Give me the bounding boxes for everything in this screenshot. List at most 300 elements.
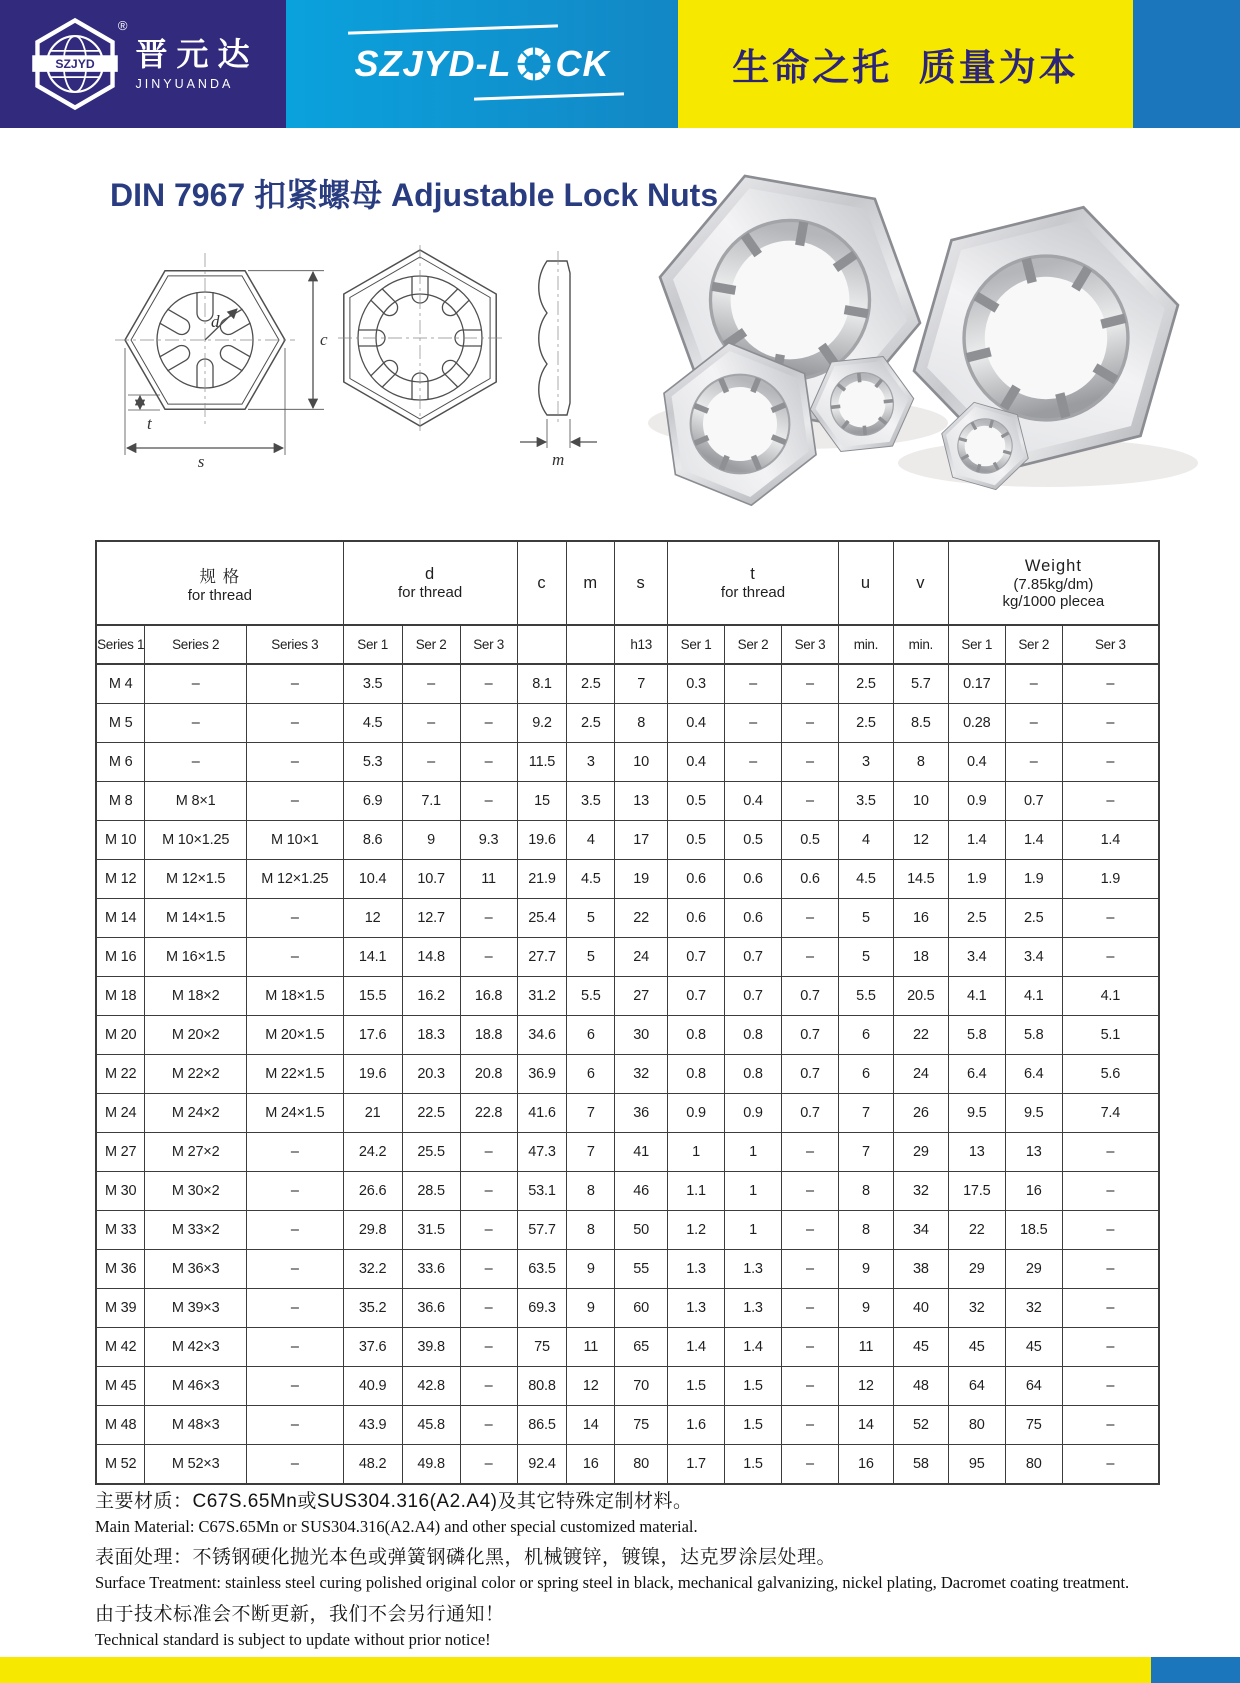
spec-value-cell: 6 [567,1016,615,1055]
spec-value-cell: 5.6 [1062,1055,1159,1094]
spec-value-cell: – [247,1250,344,1289]
thread-size-cell: M 14 [96,899,145,938]
spec-value-cell: – [145,743,247,782]
thread-size-cell: M 8 [96,782,145,821]
spec-value-cell: 12.7 [402,899,460,938]
spec-value-cell: 0.6 [725,899,782,938]
spec-value-cell: 9 [838,1250,893,1289]
spec-value-cell: 2.5 [838,704,893,743]
note-disclaimer [95,1599,1195,1650]
spec-value-cell: – [1005,743,1062,782]
spec-value-cell: 11.5 [517,743,567,782]
thread-size-cell: M 45 [96,1367,145,1406]
spec-value-cell: – [402,743,460,782]
column-subheader: Series 3 [247,625,344,664]
spec-value-cell: 6.4 [1005,1055,1062,1094]
spec-value-cell: M 52×3 [145,1445,247,1485]
spec-value-cell: 36 [615,1094,668,1133]
brand-name-cn: 晋元达 [135,35,259,72]
bottom-corner-block [1151,1657,1240,1683]
lock-nut-image [886,191,1207,485]
spec-value-cell: 1.9 [948,860,1005,899]
spec-value-cell: – [781,743,838,782]
spec-value-cell: – [1062,1250,1159,1289]
spec-value-cell: 22 [615,899,668,938]
spec-value-cell: 45 [893,1328,948,1367]
spec-value-cell: 22.5 [402,1094,460,1133]
spec-value-cell: – [781,1211,838,1250]
spec-value-cell: 6.4 [948,1055,1005,1094]
spec-value-cell: M 20×2 [145,1016,247,1055]
spec-value-cell: 0.7 [781,1016,838,1055]
spec-value-cell: 8.6 [343,821,402,860]
spec-value-cell: 17 [615,821,668,860]
spec-value-cell: 0.7 [668,977,725,1016]
spec-value-cell: 8 [893,743,948,782]
spec-value-cell: 11 [460,860,517,899]
spec-value-cell: 46 [615,1172,668,1211]
spec-value-cell: 9 [567,1289,615,1328]
spec-value-cell: 60 [615,1289,668,1328]
spec-value-cell: 36.6 [402,1289,460,1328]
spec-value-cell: – [781,1133,838,1172]
spec-value-cell: 9.5 [948,1094,1005,1133]
spec-value-cell: 5 [838,938,893,977]
spec-value-cell: – [460,782,517,821]
spec-value-cell: 1.1 [668,1172,725,1211]
spec-value-cell: 8 [838,1172,893,1211]
spec-value-cell: 5.5 [838,977,893,1016]
page-title: DIN 7967 扣紧螺母 Adjustable Lock Nuts [110,177,719,213]
spec-value-cell: 15.5 [343,977,402,1016]
spec-value-cell: 0.8 [725,1016,782,1055]
spec-value-cell: 0.8 [668,1055,725,1094]
spec-value-cell: – [247,782,344,821]
note-surface-cn: 表面处理：不锈钢硬化抛光本色或弹簧钢磷化黑，机械镀锌，镀镍，达克罗涂层处理。 [95,1547,837,1568]
spec-value-cell: 1.3 [668,1250,725,1289]
spec-value-cell: 14 [838,1406,893,1445]
spec-value-cell: 4.1 [948,977,1005,1016]
spec-value-cell: 0.6 [668,860,725,899]
spec-value-cell: 2.5 [567,704,615,743]
brand-names [135,37,258,91]
spec-value-cell: 10 [615,743,668,782]
spec-value-cell: 6.9 [343,782,402,821]
spec-value-cell: – [1062,704,1159,743]
spec-value-cell: – [247,1172,344,1211]
column-subheader [567,625,615,664]
bottom-accent-bar [0,1657,1240,1683]
spec-value-cell: 53.1 [517,1172,567,1211]
dim-label-d: d [211,312,220,331]
spec-value-cell: M 12×1.5 [145,860,247,899]
thread-size-cell: M 36 [96,1250,145,1289]
column-subheader: min. [838,625,893,664]
spec-value-cell: 4.1 [1005,977,1062,1016]
spec-value-cell: 5 [838,899,893,938]
spec-value-cell: 32 [948,1289,1005,1328]
column-group-header: v [893,541,948,625]
side-view-drawing [520,251,597,448]
table-row [96,1094,1159,1133]
spec-value-cell: 1.5 [725,1445,782,1485]
spec-value-cell: – [781,1328,838,1367]
spec-value-cell: 32.2 [343,1250,402,1289]
column-group-header: t for thread [668,541,839,625]
technical-drawing [100,243,620,505]
spec-value-cell: 1.7 [668,1445,725,1485]
spec-value-cell: M 30×2 [145,1172,247,1211]
spec-value-cell: 65 [615,1328,668,1367]
spec-value-cell: – [460,1289,517,1328]
spec-value-cell: 18.5 [1005,1211,1062,1250]
spec-value-cell: – [725,704,782,743]
spec-value-cell: 5 [567,899,615,938]
table-row [96,1328,1159,1367]
column-group-header: s [615,541,668,625]
spec-value-cell: 0.4 [948,743,1005,782]
spec-value-cell: 18.8 [460,1016,517,1055]
spec-value-cell: 0.3 [668,664,725,704]
spec-value-cell: 20.5 [893,977,948,1016]
spec-value-cell: 3.5 [343,664,402,704]
spec-value-cell: 0.6 [668,899,725,938]
spec-value-cell: 40.9 [343,1367,402,1406]
spec-value-cell: 8.5 [893,704,948,743]
spec-value-cell: 1.5 [725,1406,782,1445]
spec-value-cell: 0.7 [668,938,725,977]
spec-value-cell: 9.5 [1005,1094,1062,1133]
table-row [96,782,1159,821]
spec-value-cell: 1.3 [668,1289,725,1328]
spec-value-cell: 2.5 [567,664,615,704]
spec-value-cell: 1.4 [948,821,1005,860]
spec-value-cell: – [460,1367,517,1406]
spec-value-cell: 2.5 [838,664,893,704]
spec-value-cell: – [1062,1133,1159,1172]
spec-value-cell: 6 [838,1055,893,1094]
thread-size-cell: M 33 [96,1211,145,1250]
spec-value-cell: – [247,938,344,977]
spec-value-cell: – [781,782,838,821]
spec-value-cell: 14.1 [343,938,402,977]
spec-value-cell: 14.5 [893,860,948,899]
spec-value-cell: M 27×2 [145,1133,247,1172]
spec-value-cell: 80.8 [517,1367,567,1406]
spec-value-cell: 12 [893,821,948,860]
spec-value-cell: – [460,1172,517,1211]
column-subheader: Ser 2 [725,625,782,664]
thread-size-cell: M 18 [96,977,145,1016]
spec-value-cell: 34 [893,1211,948,1250]
spec-value-cell: M 18×1.5 [247,977,344,1016]
note-surface-treatment [95,1542,1195,1593]
spec-value-cell: 22.8 [460,1094,517,1133]
column-subheader: Series 2 [145,625,247,664]
column-subheader: Ser 1 [343,625,402,664]
thread-size-cell: M 30 [96,1172,145,1211]
spec-value-cell: 48.2 [343,1445,402,1485]
spec-value-cell: 1 [725,1133,782,1172]
spec-value-cell: 1.4 [1062,821,1159,860]
spec-value-cell: 7.4 [1062,1094,1159,1133]
column-subheader: min. [893,625,948,664]
spec-value-cell: 0.6 [781,860,838,899]
spec-value-cell: 1.6 [668,1406,725,1445]
spec-value-cell: 41.6 [517,1094,567,1133]
spec-value-cell: – [1062,1367,1159,1406]
lock-logo-prefix: SZJYD-L [354,43,512,84]
spec-value-cell: 64 [1005,1367,1062,1406]
slogan-banner [678,0,1133,128]
header-lock-logo-block [286,0,678,128]
table-row [96,664,1159,704]
thread-size-cell: M 10 [96,821,145,860]
spec-value-cell: 0.5 [781,821,838,860]
spec-value-cell: – [247,1406,344,1445]
spec-value-cell: – [145,704,247,743]
spec-value-cell: – [247,1211,344,1250]
spec-value-cell: 1.9 [1062,860,1159,899]
dim-label-t: t [147,414,152,433]
spec-value-cell: 41 [615,1133,668,1172]
spec-value-cell: – [1062,743,1159,782]
spec-value-cell: 1.2 [668,1211,725,1250]
spec-value-cell: – [1062,899,1159,938]
spec-value-cell: 11 [838,1328,893,1367]
spec-value-cell: 0.5 [668,782,725,821]
spec-value-cell: 13 [1005,1133,1062,1172]
spec-value-cell: 5 [567,938,615,977]
spec-value-cell: 36.9 [517,1055,567,1094]
spec-value-cell: 9 [838,1289,893,1328]
spec-value-cell: – [460,743,517,782]
dim-label-s: s [197,452,205,471]
spec-value-cell: 4.5 [343,704,402,743]
spec-value-cell: 10 [893,782,948,821]
spec-value-cell: 29 [1005,1250,1062,1289]
table-row [96,1211,1159,1250]
spec-value-cell: M 10×1 [247,821,344,860]
spec-value-cell: M 22×1.5 [247,1055,344,1094]
header-corner-block [1133,0,1240,128]
table-row [96,1250,1159,1289]
spec-value-cell: 19.6 [517,821,567,860]
spec-value-cell: 0.9 [668,1094,725,1133]
spec-value-cell: 3 [567,743,615,782]
spec-value-cell: 5.3 [343,743,402,782]
column-subheader: Ser 2 [402,625,460,664]
spec-value-cell: – [781,664,838,704]
lock-nut-ring-icon [513,43,555,85]
spec-value-cell: – [781,1250,838,1289]
spec-value-cell: 6 [838,1016,893,1055]
spec-value-cell: 14 [567,1406,615,1445]
thread-size-cell: M 6 [96,743,145,782]
spec-value-cell: 16.8 [460,977,517,1016]
spec-value-cell: 1.4 [725,1328,782,1367]
spec-value-cell: 3.4 [1005,938,1062,977]
note-material [95,1486,1195,1537]
spec-value-cell: – [781,1172,838,1211]
spec-value-cell: 7 [567,1133,615,1172]
spec-value-cell: 63.5 [517,1250,567,1289]
spec-value-cell: 20.8 [460,1055,517,1094]
spec-value-cell: 31.5 [402,1211,460,1250]
column-subheader: Ser 3 [460,625,517,664]
spec-value-cell: M 24×2 [145,1094,247,1133]
spec-value-cell: 8 [567,1211,615,1250]
spec-value-cell: 7 [838,1133,893,1172]
spec-value-cell: 16 [893,899,948,938]
spec-value-cell: – [1005,704,1062,743]
spec-value-cell: 43.9 [343,1406,402,1445]
spec-value-cell: – [247,743,344,782]
spec-value-cell: 9.2 [517,704,567,743]
spec-value-cell: 38 [893,1250,948,1289]
spec-value-cell: 37.6 [343,1328,402,1367]
spec-value-cell: 25.4 [517,899,567,938]
spec-value-cell: 11 [567,1328,615,1367]
spec-value-cell: 2.5 [948,899,1005,938]
spec-value-cell: 29 [893,1133,948,1172]
spec-value-cell: 0.4 [725,782,782,821]
spec-value-cell: M 46×3 [145,1367,247,1406]
spec-value-cell: 5.7 [893,664,948,704]
spec-value-cell: 0.5 [725,821,782,860]
spec-value-cell: M 42×3 [145,1328,247,1367]
spec-value-cell: – [247,1289,344,1328]
spec-value-cell: 0.7 [1005,782,1062,821]
table-row [96,1016,1159,1055]
spec-value-cell: 17.5 [948,1172,1005,1211]
spec-value-cell: 39.8 [402,1328,460,1367]
column-subheader: Ser 2 [1005,625,1062,664]
spec-value-cell: – [460,664,517,704]
table-row [96,1406,1159,1445]
spec-value-cell: 18 [893,938,948,977]
spec-value-cell: – [781,938,838,977]
spec-value-cell: – [1005,664,1062,704]
spec-value-cell: 1 [668,1133,725,1172]
spec-value-cell: 31.2 [517,977,567,1016]
spec-value-cell: M 18×2 [145,977,247,1016]
table-row [96,743,1159,782]
spec-value-cell: 80 [1005,1445,1062,1485]
table-row [96,1289,1159,1328]
spec-value-cell: M 48×3 [145,1406,247,1445]
spec-value-cell: 32 [893,1172,948,1211]
rotated-view-drawing [338,245,502,431]
column-group-header: Weight (7.85kg/dm) kg/1000 plecea [948,541,1159,625]
spec-value-cell: 64 [948,1367,1005,1406]
table-row [96,977,1159,1016]
spec-value-cell: 2.5 [1005,899,1062,938]
spec-value-cell: 4.1 [1062,977,1159,1016]
spec-value-cell: 25.5 [402,1133,460,1172]
spec-value-cell: M 14×1.5 [145,899,247,938]
thread-size-cell: M 48 [96,1406,145,1445]
spec-value-cell: 0.5 [668,821,725,860]
spec-value-cell: 8 [567,1172,615,1211]
spec-value-cell: – [781,704,838,743]
spec-value-cell: 5.5 [567,977,615,1016]
spec-value-cell: 1.4 [668,1328,725,1367]
spec-value-cell: 15 [517,782,567,821]
spec-value-cell: 70 [615,1367,668,1406]
spec-value-cell: 32 [615,1055,668,1094]
spec-value-cell: 5.8 [1005,1016,1062,1055]
spec-value-cell: 19 [615,860,668,899]
thread-size-cell: M 52 [96,1445,145,1485]
note-disclaimer-cn: 由于技术标准会不断更新，我们不会另行通知！ [95,1604,505,1625]
table-row [96,704,1159,743]
spec-value-cell: 3.5 [567,782,615,821]
spec-value-cell: 0.7 [725,977,782,1016]
spec-value-cell: 0.28 [948,704,1005,743]
column-subheader: Ser 3 [1062,625,1159,664]
spec-value-cell: 45 [948,1328,1005,1367]
spec-value-cell: – [247,1445,344,1485]
note-material-cn: 主要材质：C67S.65Mn或SUS304.316(A2.A4)及其它特殊定制材料。 [95,1491,693,1512]
spec-value-cell: 26.6 [343,1172,402,1211]
spec-value-cell: 27.7 [517,938,567,977]
table-row [96,938,1159,977]
spec-value-cell: 21 [343,1094,402,1133]
spec-value-cell: 4.5 [838,860,893,899]
spec-value-cell: – [1062,1406,1159,1445]
spec-value-cell: 34.6 [517,1016,567,1055]
globe-hexagon-logo-icon [27,16,123,112]
spec-value-cell: 8 [838,1211,893,1250]
spec-value-cell: 19.6 [343,1055,402,1094]
spec-value-cell: – [460,1445,517,1485]
thread-size-cell: M 27 [96,1133,145,1172]
spec-value-cell: – [247,704,344,743]
spec-value-cell: 24.2 [343,1133,402,1172]
product-photo [628,148,1240,510]
spec-value-cell: 16 [1005,1172,1062,1211]
spec-value-cell: 17.6 [343,1016,402,1055]
logo-badge-text: SZJYD [55,56,96,71]
spec-value-cell: – [247,664,344,704]
spec-value-cell: – [725,743,782,782]
column-group-header: 规 格 for thread [96,541,343,625]
spec-value-cell: – [460,1406,517,1445]
spec-value-cell: 18.3 [402,1016,460,1055]
spec-table-head [96,541,1159,664]
spec-value-cell: 58 [893,1445,948,1485]
spec-value-cell: 52 [893,1406,948,1445]
spec-value-cell: 86.5 [517,1406,567,1445]
spec-value-cell: 26 [893,1094,948,1133]
spec-value-cell: 45.8 [402,1406,460,1445]
spec-value-cell: 13 [615,782,668,821]
spec-value-cell: 0.7 [781,1055,838,1094]
spec-value-cell: 6 [567,1055,615,1094]
spec-value-cell: 75 [517,1328,567,1367]
spec-value-cell: 12 [838,1367,893,1406]
registered-trademark-icon: ® [117,18,128,33]
spec-value-cell: – [460,704,517,743]
spec-value-cell: – [781,1367,838,1406]
dim-label-m: m [552,450,565,469]
spec-value-cell: M 39×3 [145,1289,247,1328]
spec-value-cell: 49.8 [402,1445,460,1485]
spec-value-cell: 80 [615,1445,668,1485]
table-row [96,1172,1159,1211]
spec-value-cell: – [247,1367,344,1406]
